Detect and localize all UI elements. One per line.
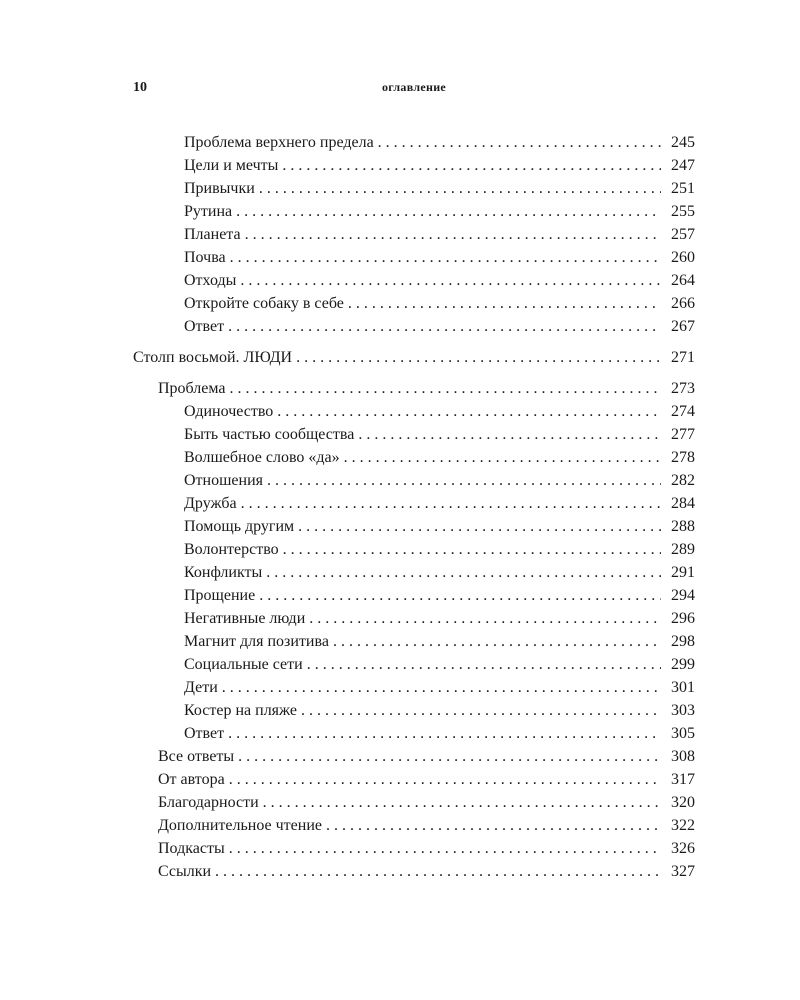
toc-dot-leader xyxy=(267,469,661,492)
toc-dot-leader xyxy=(245,223,661,246)
toc-entry-page: 284 xyxy=(671,495,695,512)
table-of-contents xyxy=(133,131,695,883)
toc-entry-page: 317 xyxy=(671,771,695,788)
toc-entry-page: 322 xyxy=(671,817,695,834)
toc-entry[interactable] xyxy=(133,561,695,584)
toc-entry-title: Ответ xyxy=(184,725,225,742)
toc-entry-title: Ответ xyxy=(184,318,225,335)
toc-dot-leader xyxy=(296,346,661,369)
toc-entry[interactable] xyxy=(133,154,695,177)
toc-entry[interactable] xyxy=(133,722,695,745)
toc-entry-page: 267 xyxy=(671,318,695,335)
toc-entry[interactable] xyxy=(133,745,695,768)
toc-dot-leader xyxy=(277,400,661,423)
toc-entry-page: 251 xyxy=(671,180,695,197)
toc-entry-title: Магнит для позитива xyxy=(184,633,329,650)
toc-dot-leader xyxy=(230,246,661,269)
toc-entry-title: Почва xyxy=(184,249,226,266)
toc-entry[interactable] xyxy=(133,200,695,223)
toc-entry[interactable] xyxy=(133,584,695,607)
toc-entry-page: 296 xyxy=(671,610,695,627)
toc-entry-title: Подкасты xyxy=(158,840,225,857)
toc-dot-leader xyxy=(222,676,661,699)
toc-dot-leader xyxy=(236,200,661,223)
toc-entry-page: 277 xyxy=(671,426,695,443)
toc-entry[interactable] xyxy=(133,607,695,630)
toc-entry-title: Волонтерство xyxy=(184,541,279,558)
toc-entry[interactable] xyxy=(133,177,695,200)
toc-entry[interactable] xyxy=(133,346,695,369)
toc-entry-page: 247 xyxy=(671,157,695,174)
toc-entry[interactable] xyxy=(133,676,695,699)
toc-entry[interactable] xyxy=(133,469,695,492)
toc-entry[interactable] xyxy=(133,814,695,837)
toc-entry-page: 278 xyxy=(671,449,695,466)
toc-dot-leader xyxy=(301,699,661,722)
toc-entry-title: Ссылки xyxy=(158,863,212,880)
toc-entry-page: 257 xyxy=(671,226,695,243)
toc-entry-page: 289 xyxy=(671,541,695,558)
toc-entry[interactable] xyxy=(133,446,695,469)
toc-entry-title: Дополнительное чтение xyxy=(158,817,322,834)
toc-entry-title: Все ответы xyxy=(158,748,235,765)
toc-dot-leader xyxy=(348,292,661,315)
toc-entry[interactable] xyxy=(133,699,695,722)
toc-entry[interactable] xyxy=(133,315,695,338)
toc-entry[interactable] xyxy=(133,860,695,883)
running-title: оглавление xyxy=(381,80,447,94)
toc-entry-title: Социальные сети xyxy=(184,656,303,673)
toc-entry-title: Отношения xyxy=(184,472,264,489)
toc-dot-leader xyxy=(283,538,661,561)
toc-entry-title: Планета xyxy=(184,226,241,243)
toc-entry-title: Проблема xyxy=(158,380,226,397)
toc-entry[interactable] xyxy=(133,423,695,446)
toc-dot-leader xyxy=(282,154,661,177)
toc-entry-title: Помощь другим xyxy=(184,518,295,535)
toc-entry-page: 327 xyxy=(671,863,695,880)
toc-entry-page: 305 xyxy=(671,725,695,742)
toc-entry-page: 291 xyxy=(671,564,695,581)
toc-entry-page: 294 xyxy=(671,587,695,604)
toc-dot-leader xyxy=(228,315,661,338)
toc-entry-title: Одиночество xyxy=(184,403,274,420)
toc-dot-leader xyxy=(228,722,661,745)
toc-dot-leader xyxy=(358,423,661,446)
toc-entry-page: 301 xyxy=(671,679,695,696)
toc-dot-leader xyxy=(344,446,661,469)
toc-entry[interactable] xyxy=(133,791,695,814)
toc-entry-page: 273 xyxy=(671,380,695,397)
toc-dot-leader xyxy=(326,814,661,837)
toc-entry-page: 288 xyxy=(671,518,695,535)
toc-dot-leader xyxy=(378,131,661,154)
toc-entry-title: Благодарности xyxy=(158,794,259,811)
toc-entry-title: Волшебное слово «да» xyxy=(184,449,340,466)
toc-entry-page: 299 xyxy=(671,656,695,673)
toc-entry-title: Конфликты xyxy=(184,564,263,581)
toc-dot-leader xyxy=(240,269,661,292)
toc-entry-title: Дети xyxy=(184,679,218,696)
toc-dot-leader xyxy=(309,607,661,630)
toc-entry-page: 274 xyxy=(671,403,695,420)
toc-entry[interactable] xyxy=(133,768,695,791)
toc-entry-page: 260 xyxy=(671,249,695,266)
toc-entry[interactable] xyxy=(133,653,695,676)
page-header xyxy=(133,80,695,98)
toc-entry-page: 271 xyxy=(671,349,695,366)
toc-entry-title: От автора xyxy=(158,771,225,788)
toc-entry-page: 255 xyxy=(671,203,695,220)
toc-entry-page: 264 xyxy=(671,272,695,289)
toc-entry-page: 282 xyxy=(671,472,695,489)
toc-dot-leader xyxy=(229,768,661,791)
toc-entry-title: Проблема верхнего предела xyxy=(184,134,374,151)
toc-dot-leader xyxy=(230,377,662,400)
toc-entry-title: Дружба xyxy=(184,495,237,512)
toc-entry-page: 303 xyxy=(671,702,695,719)
toc-entry[interactable] xyxy=(133,492,695,515)
toc-entry[interactable] xyxy=(133,131,695,154)
toc-dot-leader xyxy=(238,745,661,768)
toc-dot-leader xyxy=(307,653,661,676)
toc-entry-page: 266 xyxy=(671,295,695,312)
toc-entry-page: 245 xyxy=(671,134,695,151)
page-number: 10 xyxy=(133,80,147,95)
toc-entry[interactable] xyxy=(133,538,695,561)
toc-entry-page: 320 xyxy=(671,794,695,811)
toc-entry-title: Привычки xyxy=(184,180,255,197)
toc-dot-leader xyxy=(259,177,661,200)
toc-entry-page: 326 xyxy=(671,840,695,857)
toc-dot-leader xyxy=(263,791,661,814)
toc-entry[interactable] xyxy=(133,292,695,315)
toc-entry-page: 308 xyxy=(671,748,695,765)
toc-entry[interactable] xyxy=(133,269,695,292)
toc-entry-page: 298 xyxy=(671,633,695,650)
toc-dot-leader xyxy=(215,860,661,883)
toc-dot-leader xyxy=(266,561,661,584)
toc-entry[interactable] xyxy=(133,837,695,860)
toc-entry[interactable] xyxy=(133,223,695,246)
toc-entry-title: Быть частью сообщества xyxy=(184,426,355,443)
toc-entry[interactable] xyxy=(133,377,695,400)
toc-dot-leader xyxy=(229,837,661,860)
toc-dot-leader xyxy=(241,492,661,515)
toc-dot-leader xyxy=(259,584,661,607)
toc-entry[interactable] xyxy=(133,630,695,653)
toc-entry-title: Откройте собаку в себе xyxy=(184,295,344,312)
toc-entry-title: Негативные люди xyxy=(184,610,306,627)
toc-dot-leader xyxy=(333,630,661,653)
toc-entry[interactable] xyxy=(133,400,695,423)
toc-entry[interactable] xyxy=(133,515,695,538)
toc-entry-title: Цели и мечты xyxy=(184,157,279,174)
toc-entry-title: Рутина xyxy=(184,203,233,220)
toc-entry-title: Столп восьмой. ЛЮДИ xyxy=(133,349,293,366)
toc-entry[interactable] xyxy=(133,246,695,269)
toc-entry-title: Отходы xyxy=(184,272,237,289)
toc-entry-title: Прощение xyxy=(184,587,256,604)
toc-entry-title: Костер на пляже xyxy=(184,702,297,719)
toc-dot-leader xyxy=(298,515,661,538)
